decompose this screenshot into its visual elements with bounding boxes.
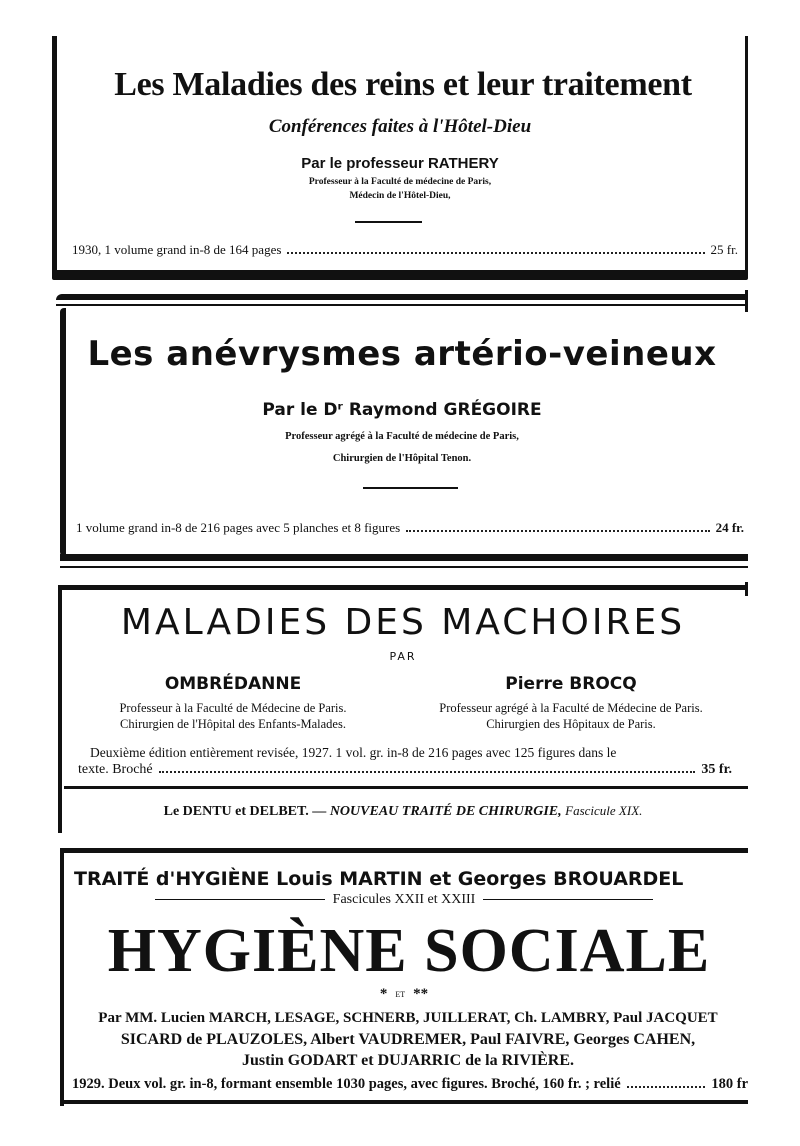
price: 24 fr. xyxy=(715,520,744,535)
publication-line xyxy=(78,761,732,778)
top-border-thin xyxy=(56,304,748,306)
author-affiliation: Médecin de l'Hôtel-Dieu, xyxy=(349,191,451,201)
rule-left xyxy=(155,899,325,900)
par-label: PAR xyxy=(389,650,417,663)
book-author: Par le professeur RATHERY xyxy=(301,155,499,172)
right-border xyxy=(745,582,748,596)
top-border xyxy=(60,848,748,853)
dot-leader xyxy=(159,771,696,773)
author-column-right xyxy=(406,674,736,732)
publication-details: 1930, 1 volume grand in-8 de 164 pages xyxy=(72,242,282,257)
author-name: Pierre BROCQ xyxy=(505,674,637,694)
edition-description xyxy=(78,744,732,778)
series-line xyxy=(58,803,748,820)
series-authors: Le DENTU et DELBET. — xyxy=(163,804,327,819)
author-affiliation: Professeur à la Faculté de Médecine de Paris. xyxy=(119,701,347,715)
dot-leader xyxy=(406,530,709,532)
top-border xyxy=(56,294,748,300)
fascicules-line xyxy=(60,892,748,908)
ad-kidney-diseases xyxy=(52,36,748,286)
right-border xyxy=(745,36,748,270)
author-affiliation: Chirurgien de l'Hôpital des Enfants-Malades. xyxy=(120,717,346,731)
publication-details: 1929. Deux vol. gr. in-8, formant ensemble 1030 pages, avec figures. Broché, 160 fr. ; relié xyxy=(72,1076,621,1092)
volume-marks xyxy=(60,986,748,1003)
series-fascicle: Fascicule XIX. xyxy=(565,803,643,818)
edition-line: Deuxième édition entièrement revisée, 1927. 1 vol. gr. in-8 de 216 pages avec 125 figures dans le xyxy=(90,745,617,760)
series-title: TRAITÉ d'HYGIÈNE Louis MARTIN et Georges BROUARDEL xyxy=(74,868,684,890)
book-author: Par le Dʳ Raymond GRÉGOIRE xyxy=(262,400,542,420)
author-affiliation: Professeur à la Faculté de médecine de Paris, xyxy=(308,177,492,187)
book-subtitle: Conférences faites à l'Hôtel-Dieu xyxy=(268,116,532,137)
author-name: OMBRÉDANNE xyxy=(164,674,302,694)
series-title: NOUVEAU TRAITÉ DE CHIRURGIE, xyxy=(329,804,562,819)
ad-arteriovenous-aneurysms xyxy=(56,290,748,576)
rule-right xyxy=(483,899,653,900)
publication-details: texte. Broché xyxy=(78,762,153,777)
authors-line: SICARD de PLAUZOLES, Albert VAUDREMER, Paul FAIVRE, Georges CAHEN, xyxy=(120,1031,696,1048)
right-border xyxy=(745,290,748,312)
book-title: Les Maladies des reins et leur traitement xyxy=(114,66,692,103)
et-label: ET xyxy=(395,990,406,1000)
publication-line xyxy=(72,1076,748,1093)
author-affiliation: Professeur agrégé à la Faculté de Médecine de Paris. xyxy=(439,701,703,715)
book-title: HYGIÈNE SOCIALE xyxy=(107,917,711,985)
dot-leader xyxy=(627,1086,706,1088)
author-affiliation: Professeur agrégé à la Faculté de médecine de Paris, xyxy=(285,431,519,442)
divider xyxy=(363,487,458,489)
author-affiliation: Chirurgien de l'Hôpital Tenon. xyxy=(332,453,472,464)
publication-line xyxy=(72,242,738,258)
publication-line xyxy=(76,520,744,536)
author-column-left xyxy=(68,674,398,732)
bottom-border xyxy=(60,554,748,561)
volume-two-mark: ** xyxy=(413,986,429,1002)
top-border xyxy=(58,585,748,590)
ad-jaw-diseases xyxy=(58,582,748,842)
bottom-border xyxy=(60,1100,748,1104)
divider xyxy=(64,786,748,789)
bottom-border xyxy=(52,270,748,280)
book-title: MALADIES DES MACHOIRES xyxy=(120,602,686,643)
bottom-border-thin xyxy=(60,566,748,568)
divider xyxy=(355,221,422,223)
price: 180 fr xyxy=(711,1076,748,1092)
left-border xyxy=(60,848,64,1106)
book-title: Les anévrysmes artério-veineux xyxy=(87,334,717,374)
dot-leader xyxy=(287,252,704,254)
volume-one-mark: * xyxy=(379,986,388,1002)
price: 35 fr. xyxy=(701,762,732,777)
authors-line: Par MM. Lucien MARCH, LESAGE, SCHNERB, JUILLERAT, Ch. LAMBRY, Paul JACQUET xyxy=(98,1010,718,1026)
authors-line: Justin GODART et DUJARRIC de la RIVIÈRE. xyxy=(241,1052,575,1069)
author-affiliation: Chirurgien des Hôpitaux de Paris. xyxy=(486,717,656,731)
left-border xyxy=(52,36,57,270)
price: 25 fr. xyxy=(710,242,738,257)
publication-details: 1 volume grand in-8 de 216 pages avec 5 planches et 8 figures xyxy=(76,520,401,535)
ad-social-hygiene xyxy=(60,848,748,1108)
fascicules: Fascicules XXII et XXIII xyxy=(332,892,476,907)
authors-list xyxy=(68,1008,748,1071)
